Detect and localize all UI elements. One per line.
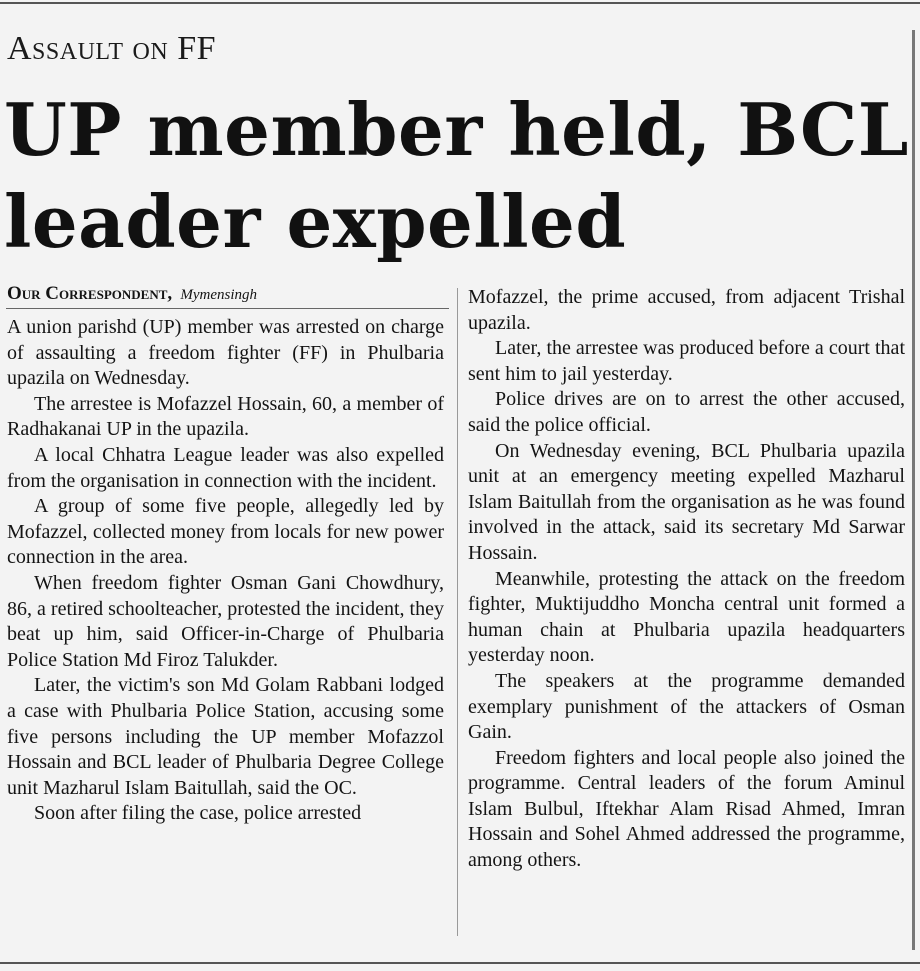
byline [7, 283, 257, 305]
headline: UP member held, BCL leader expelled [4, 87, 909, 264]
paragraph: Soon after filing the case, police arrested [34, 802, 362, 825]
paragraph: A group of some five people, allegedly led by Mofazzel, collected money from locals for new power connection in the area. [7, 495, 444, 569]
paragraph: When freedom fighter Osman Gani Chowdhury, 86, a retired schoolteacher, protested the incident, they beat up him, said Officer-in-Charge of Phulbaria Police Station Md Firoz Talukder. [7, 571, 444, 671]
left-column [7, 315, 444, 827]
paragraph: On Wednesday evening, BCL Phulbaria upazila unit at an emergency meeting expelled Mazharul Islam Baitullah from the organisation as he was found involved in the attack, said its secretary Md Sarwar Hossain. [468, 439, 905, 564]
paragraph: The arrestee is Mofazzel Hossain, 60, a member of Radhakanai UP in the upazila. [7, 392, 444, 441]
paragraph: The speakers at the programme demanded exemplary punishment of the attackers of Osman Gain. [468, 669, 905, 744]
kicker: Assault on FF [7, 30, 217, 67]
paragraph: Meanwhile, protesting the attack on the freedom fighter, Muktijuddho Moncha central unit formed a human chain at Phulbaria upazila headquarters yesterday noon. [468, 567, 905, 667]
byline-author: Our Correspondent, [7, 283, 173, 304]
byline-place: Mymensingh [180, 287, 258, 303]
column-separator [457, 288, 458, 936]
paragraph: Mofazzel, the prime accused, from adjacent Trishal upazila. [468, 286, 905, 334]
paragraph: Later, the arrestee was produced before a court that sent him to jail yesterday. [468, 337, 905, 385]
right-edge-rule [912, 30, 915, 950]
paragraph: Police drives are on to arrest the other accused, said the police official. [468, 388, 905, 436]
byline-rule [6, 308, 449, 309]
right-column [468, 285, 905, 874]
paragraph: A union parishd (UP) member was arrested on charge of assaulting a freedom fighter (FF) in Phulbaria upazila on Wednesday. [7, 316, 444, 390]
paragraph: Freedom fighters and local people also joined the programme. Central leaders of the forum Aminul Islam Bulbul, Iftekhar Alam Risad Ahmed, Imran Hossain and Sohel Ahmed addressed the programme, among others. [468, 746, 905, 872]
paragraph: Later, the victim's son Md Golam Rabbani lodged a case with Phulbaria Police Station, accusing some five persons including the UP member Mofazzol Hossain and BCL leader of Phulbaria Degree College unit Mazharul Islam Baitullah, said the OC. [7, 674, 444, 799]
paragraph: A local Chhatra League leader was also expelled from the organisation in connection with the incident. [7, 443, 444, 492]
bottom-rule [0, 962, 920, 964]
top-rule [0, 2, 920, 4]
